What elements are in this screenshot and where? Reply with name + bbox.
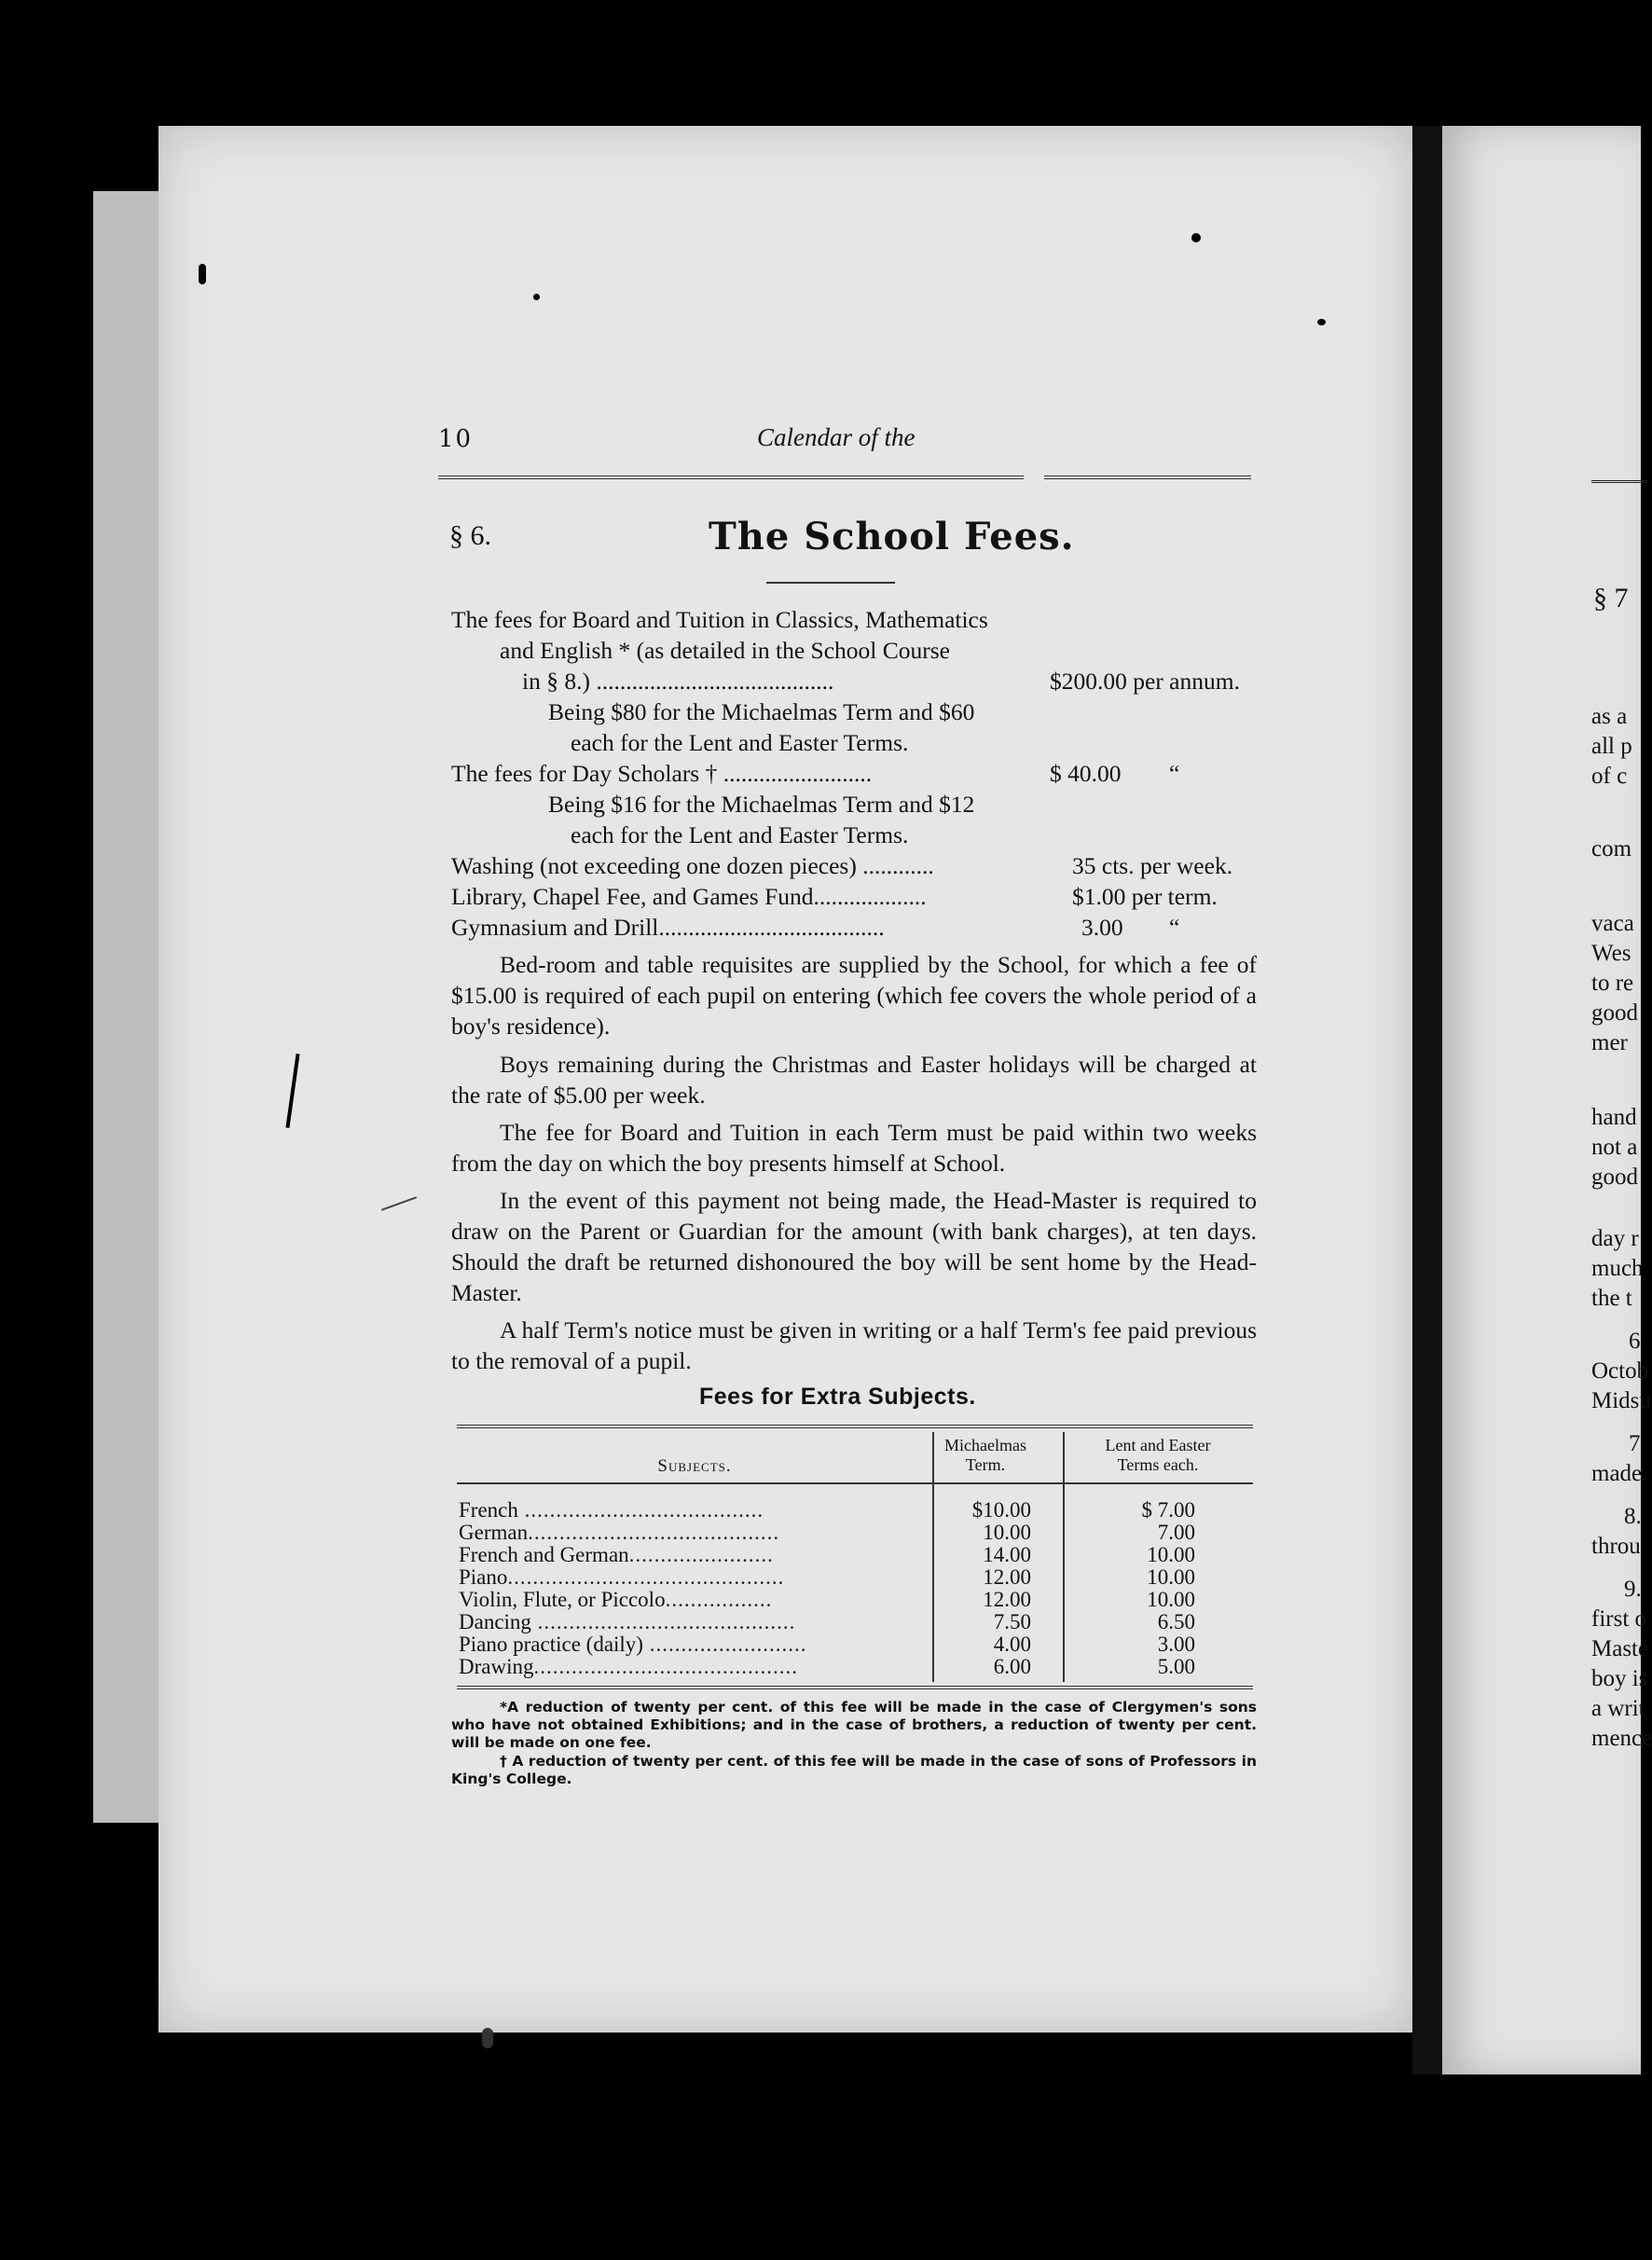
facing-line: good [1591, 1000, 1638, 1026]
fee-library-line: Library, Chapel Fee, and Games Fund................... [451, 883, 927, 910]
col-header-line: Term. [965, 1455, 1006, 1474]
lent-fee: 10.00 [1147, 1543, 1195, 1566]
subject: French ...................................... [459, 1498, 764, 1522]
subject: Piano............................................ [459, 1565, 785, 1589]
facing-line: 8. [1624, 1504, 1642, 1529]
leader-dots: ...................................... [517, 1498, 764, 1522]
header-rule [457, 1482, 1253, 1484]
fee-washing-amount: 35 cts. per week. [1072, 852, 1233, 879]
michaelmas-fee: 14.00 [983, 1543, 1031, 1566]
michaelmas-fee: 12.00 [983, 1565, 1031, 1589]
facing-line: 7 [1629, 1431, 1641, 1456]
subject: German........................................ [459, 1521, 780, 1544]
paragraph-text: Bed-room and table requisites are supplied by the School, for which a fee of $15.00 is required of each pupil on entering (which fee covers the whole period of a boy's residence). [451, 951, 1257, 1040]
fee-board-note: Being $80 for the Michaelmas Term and $60 [548, 698, 975, 725]
lent-fee: $ 7.00 [1141, 1498, 1195, 1522]
facing-line: day r [1591, 1226, 1639, 1251]
leader-dots: ................. [665, 1588, 773, 1611]
michaelmas-fee: $10.00 [971, 1498, 1031, 1522]
paragraph-text: In the event of this payment not being made, the Head-Master is required to draw on the Parent or Guardian for the amount (with bank charges), at ten days. Should the draft be returned dishonoured the boy will be sent home by the Head-Master. [451, 1187, 1257, 1306]
facing-line: to re [1591, 971, 1634, 996]
facing-page-rule [1591, 480, 1647, 483]
book-gutter [1412, 126, 1442, 2074]
michaelmas-fee: 6.00 [993, 1655, 1031, 1678]
facing-page [1442, 126, 1652, 2074]
facing-line: good [1591, 1164, 1638, 1190]
leader-dots: ......................... [642, 1633, 807, 1656]
facing-line: the t [1591, 1286, 1632, 1311]
facing-line: mence [1591, 1726, 1652, 1751]
lent-fee: 5.00 [1157, 1655, 1195, 1678]
lent-fee: 6.50 [1157, 1610, 1195, 1633]
title-underline [766, 582, 895, 584]
table-row [457, 1522, 1253, 1544]
facing-line: Maste [1591, 1636, 1649, 1661]
leader-dots: ......................................... [530, 1610, 796, 1633]
table-row [457, 1633, 1253, 1656]
lent-fee: 10.00 [1147, 1565, 1195, 1589]
paragraph-text: A half Term's notice must be given in writing or a half Term's fee paid previous to the removal of a pupil. [451, 1316, 1257, 1374]
table-row [457, 1656, 1253, 1678]
fee-day-note: Being $16 for the Michaelmas Term and $12 [548, 791, 975, 818]
paragraph [451, 1315, 1257, 1376]
facing-line: a writ [1591, 1696, 1645, 1721]
fee-library-amount: $1.00 per term. [1072, 883, 1218, 910]
paragraph-text: The fee for Board and Tuition in each Term must be paid within two weeks from the day on which the boy presents himself at School. [451, 1119, 1257, 1177]
footnote [451, 1699, 1257, 1752]
section-number: § 6. [449, 520, 491, 551]
paragraph [451, 1185, 1257, 1308]
fee-gym-amount: 3.00 [1081, 914, 1123, 941]
ink-speck [1317, 319, 1326, 325]
header-rule [1044, 475, 1251, 479]
facing-line: 6 [1629, 1329, 1641, 1354]
lent-fee: 3.00 [1157, 1633, 1195, 1656]
paragraph [451, 1117, 1257, 1178]
ink-speck [482, 2028, 493, 2048]
fee-day-note: each for the Lent and Easter Terms. [571, 821, 909, 848]
michaelmas-fee: 10.00 [983, 1521, 1031, 1544]
michaelmas-fee: 4.00 [993, 1633, 1031, 1656]
facing-line: all p [1591, 734, 1632, 759]
fee-board-line: and English * (as detailed in the School Course [500, 637, 950, 664]
facing-line: hand [1591, 1105, 1637, 1130]
extra-subjects-heading: Fees for Extra Subjects. [699, 1384, 976, 1410]
leader-dots: ........................................ [528, 1521, 780, 1544]
header-rule [438, 475, 1024, 479]
facing-line: 9. [1624, 1577, 1642, 1602]
subject: Drawing.......................................... [459, 1655, 798, 1678]
ink-speck [533, 294, 540, 300]
col-header-subjects: Subjects. [657, 1456, 732, 1476]
facing-line: Midsu [1591, 1388, 1651, 1413]
table-row [457, 1611, 1253, 1633]
ditto-mark: “ [1169, 760, 1180, 787]
table-bottom-rule [457, 1686, 1253, 1689]
facing-line: not a [1591, 1135, 1638, 1160]
table-row [457, 1589, 1253, 1611]
facing-line: throu [1591, 1534, 1641, 1559]
subject: Dancing ......................................... [459, 1610, 796, 1633]
col-header-michaelmas [930, 1436, 1040, 1475]
fee-day-line: The fees for Day Scholars † ......................... [451, 760, 873, 787]
facing-line: as a [1591, 704, 1628, 729]
fee-board-amount: $200.00 per annum. [1050, 668, 1240, 695]
footnote [451, 1753, 1257, 1788]
col-header-line: Terms each. [1117, 1455, 1199, 1474]
lent-fee: 7.00 [1157, 1521, 1195, 1544]
leader-dots: ............................................ [507, 1565, 785, 1589]
facing-line: § 7 [1593, 583, 1629, 613]
facing-line: vaca [1591, 911, 1634, 936]
facing-line: Octob [1591, 1358, 1649, 1384]
section-title: The School Fees. [709, 515, 1075, 558]
table-top-rule [457, 1425, 1253, 1428]
fee-board-note: each for the Lent and Easter Terms. [571, 729, 909, 756]
paragraph-text: Boys remaining during the Christmas and Easter holidays will be charged at the rate of $5.00 per week. [451, 1051, 1257, 1109]
michaelmas-fee: 7.50 [993, 1610, 1031, 1633]
fee-gym-line: Gymnasium and Drill...................................... [451, 914, 885, 941]
fee-board-line: in § 8.) ........................................ [522, 668, 834, 695]
facing-line: boy is [1591, 1666, 1648, 1691]
table-row [457, 1566, 1253, 1589]
leader-dots: ....................... [628, 1543, 774, 1566]
ink-speck [1191, 233, 1201, 242]
subject: French and German....................... [459, 1543, 774, 1566]
paragraph [451, 1049, 1257, 1110]
subject: Piano practice (daily) ......................... [459, 1633, 807, 1656]
page-number: 10 [438, 425, 474, 453]
fee-washing-line: Washing (not exceeding one dozen pieces) ............ [451, 852, 934, 879]
facing-line: mer [1591, 1030, 1628, 1055]
ink-speck [199, 264, 206, 284]
lent-fee: 10.00 [1147, 1588, 1195, 1611]
facing-line: Wes [1591, 941, 1631, 966]
facing-line: of c [1591, 764, 1628, 789]
footnote-text: † A reduction of twenty per cent. of this fee will be made in the case of sons of Professors in King's College. [451, 1753, 1257, 1787]
michaelmas-fee: 12.00 [983, 1588, 1031, 1611]
running-title: Calendar of the [757, 423, 915, 451]
facing-line: com [1591, 836, 1632, 861]
facing-line: made [1591, 1461, 1643, 1486]
col-header-line: Michaelmas [944, 1436, 1026, 1454]
leader-dots: .......................................... [533, 1655, 798, 1678]
ditto-mark: “ [1169, 914, 1180, 941]
fee-day-amount: $ 40.00 [1050, 760, 1122, 787]
facing-line: much [1591, 1256, 1644, 1281]
table-row [457, 1544, 1253, 1566]
fee-board-line: The fees for Board and Tuition in Classics, Mathematics [451, 606, 988, 633]
col-header-lent-easter [1063, 1436, 1253, 1475]
footnote-text: *A reduction of twenty per cent. of this fee will be made in the case of Clergymen's sons who have not obtained Exhibitions; and in the case of brothers, a reduction of twenty per cent. will be made on one fee. [451, 1699, 1257, 1751]
subject: Violin, Flute, or Piccolo................. [459, 1588, 773, 1611]
col-header-line: Lent and Easter [1105, 1436, 1211, 1454]
table-row [457, 1499, 1253, 1522]
paragraph [451, 949, 1257, 1041]
facing-line: first o [1591, 1606, 1647, 1632]
